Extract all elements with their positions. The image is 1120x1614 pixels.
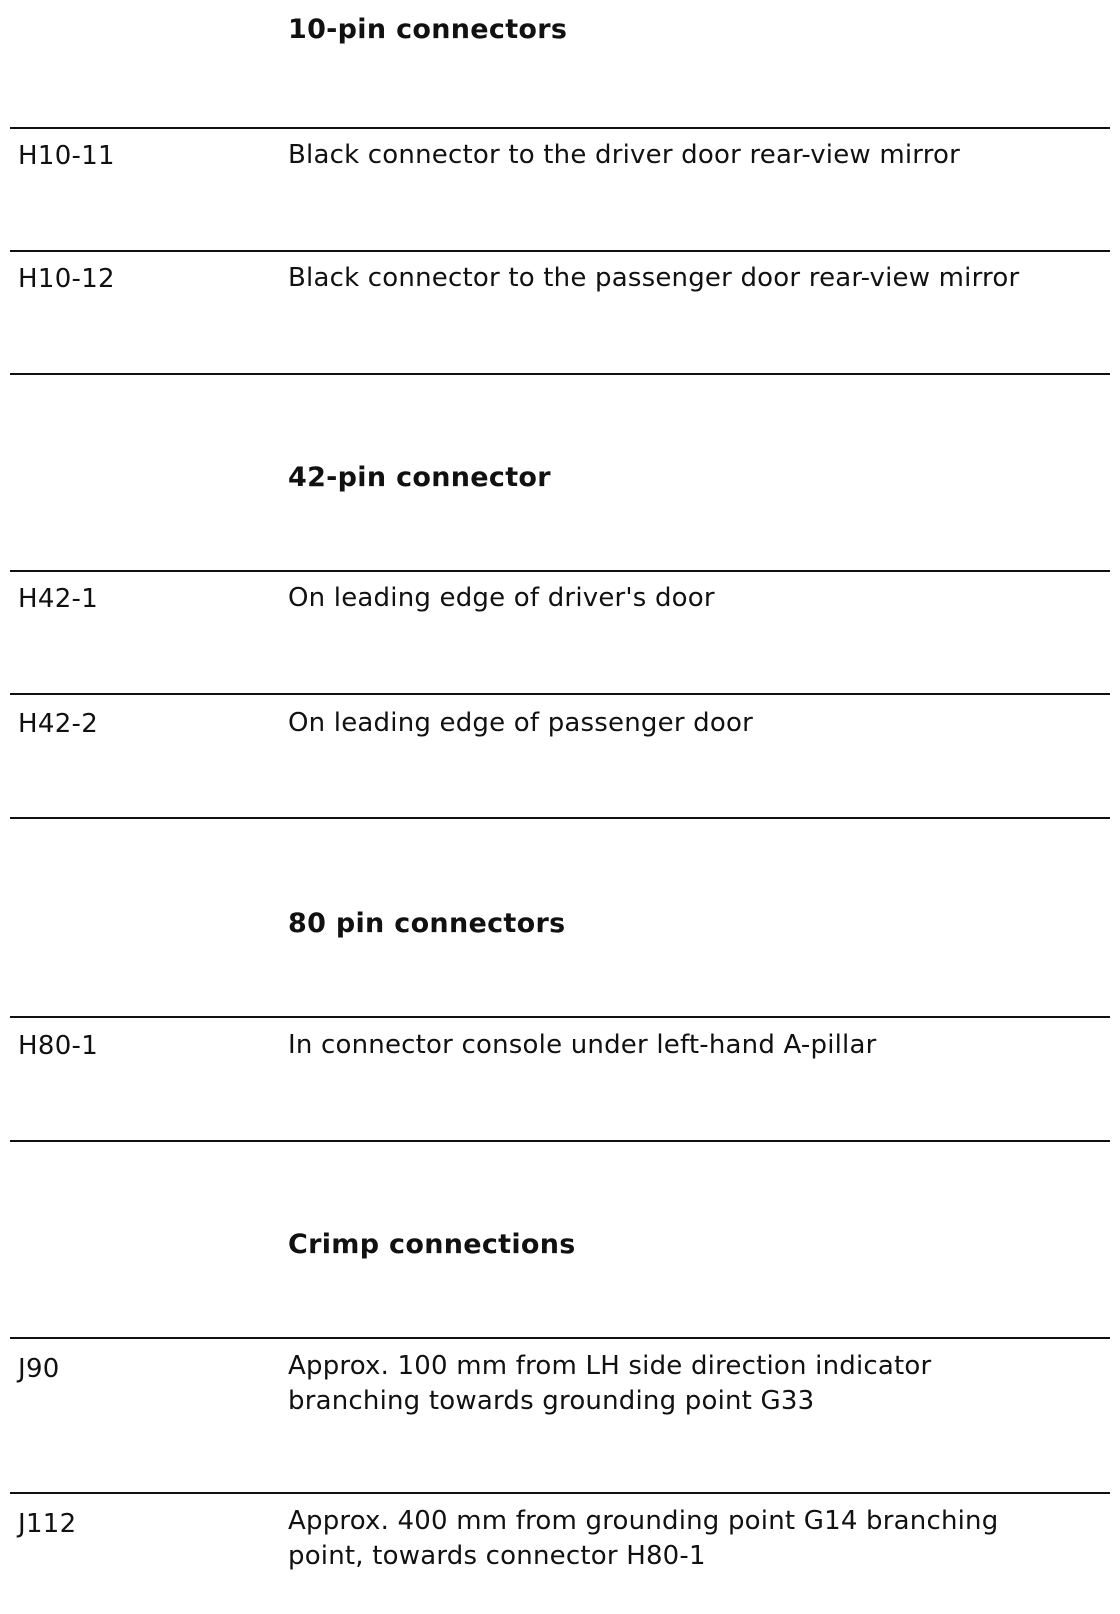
connector-code: H42-2 (18, 709, 99, 739)
connector-description: Approx. 100 mm from LH side direction indicator branching towards grounding point G33 (288, 1351, 932, 1416)
connector-code: J90 (18, 1354, 60, 1384)
divider (10, 127, 1110, 129)
connector-code: J112 (18, 1509, 77, 1539)
section-heading-42-pin: 42-pin connector (288, 462, 551, 493)
divider (10, 693, 1110, 695)
connector-code: H80-1 (18, 1031, 99, 1061)
divider (10, 1140, 1110, 1142)
connector-description: Black connector to the driver door rear-view mirror (288, 140, 961, 170)
divider (10, 373, 1110, 375)
connector-description: On leading edge of passenger door (288, 708, 753, 738)
connector-description: Approx. 400 mm from grounding point G14 branching point, towards connector H80-1 (288, 1506, 999, 1571)
divider (10, 817, 1110, 819)
divider (10, 570, 1110, 572)
connector-description: On leading edge of driver's door (288, 583, 715, 613)
divider (10, 1337, 1110, 1339)
section-heading-crimp: Crimp connections (288, 1229, 576, 1260)
connector-code: H10-11 (18, 141, 115, 171)
divider (10, 1492, 1110, 1494)
connector-description: Black connector to the passenger door rear-view mirror (288, 263, 1020, 293)
connector-code: H10-12 (18, 264, 115, 294)
section-heading-80-pin: 80 pin connectors (288, 908, 566, 939)
section-heading-10-pin: 10-pin connectors (288, 14, 568, 45)
connector-description: In connector console under left-hand A-pillar (288, 1030, 877, 1060)
divider (10, 250, 1110, 252)
connector-code: H42-1 (18, 584, 99, 614)
divider (10, 1016, 1110, 1018)
